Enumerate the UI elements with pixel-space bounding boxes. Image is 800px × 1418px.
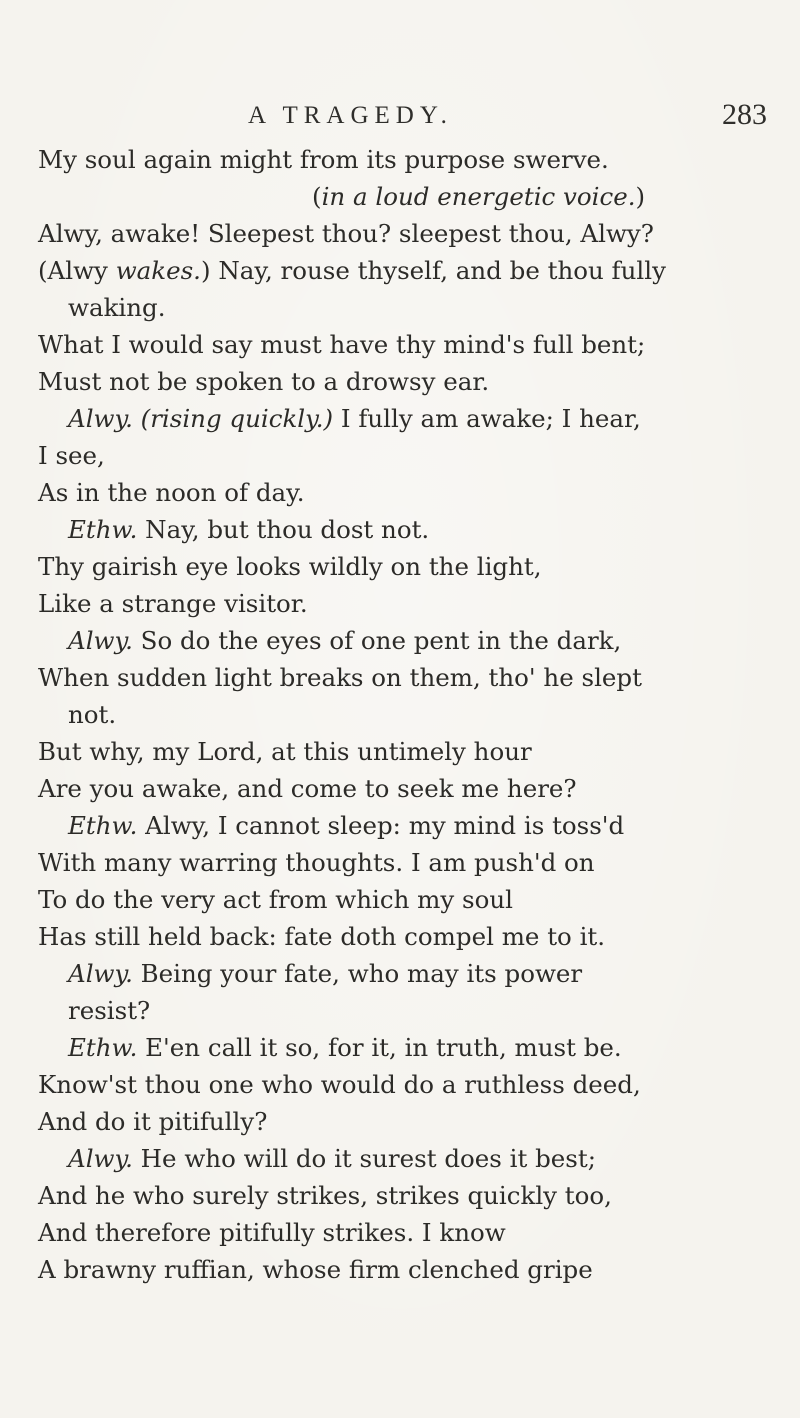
text-line <box>38 1070 641 1100</box>
text-segment: With many warring thoughts. I am push'd on <box>38 848 595 877</box>
text-segment: ( <box>312 182 322 211</box>
text-segment: My soul again might from its purpose swerve. <box>38 145 609 174</box>
italic-segment: in a loud energetic voice. <box>321 182 636 211</box>
text-line <box>38 367 489 397</box>
text-segment: And do it pitifully? <box>38 1107 268 1136</box>
text-line <box>38 1181 612 1211</box>
text-line <box>38 663 642 693</box>
text-segment: He who will do it surest does it best; <box>132 1144 596 1173</box>
text-segment: ) <box>635 182 646 211</box>
text-segment: not. <box>68 700 117 729</box>
text-line <box>38 441 105 471</box>
text-segment: When sudden light breaks on them, tho' he slept <box>38 663 642 692</box>
italic-segment: Ethw. <box>68 1033 138 1062</box>
text-line <box>68 1033 622 1063</box>
text-segment: Know'st thou one who would do a ruthless deed, <box>38 1070 641 1099</box>
text-line <box>38 256 666 286</box>
running-head: A TRAGEDY. <box>248 102 453 129</box>
text-segment: Being your fate, who may its power <box>132 959 583 988</box>
text-line <box>38 1255 593 1285</box>
text-line <box>38 885 513 915</box>
text-line <box>38 1107 267 1137</box>
text-line <box>68 404 641 434</box>
text-segment: Are you awake, and come to seek me here? <box>38 774 577 803</box>
text-segment: I see, <box>38 441 105 470</box>
page-number: 283 <box>722 98 767 131</box>
text-segment: To do the very act from which my soul <box>38 885 513 914</box>
text-segment: ) Nay, rouse thyself, and be thou fully <box>200 256 666 285</box>
text-line <box>38 219 654 249</box>
text-line <box>68 626 621 656</box>
text-line <box>38 737 532 767</box>
text-segment: Must not be spoken to a drowsy ear. <box>38 367 490 396</box>
text-segment: A brawny ruffian, whose firm clenched gripe <box>38 1255 593 1284</box>
text-segment: Like a strange visitor. <box>38 589 308 618</box>
text-segment: Alwy, I cannot sleep: my mind is toss'd <box>137 811 625 840</box>
italic-segment: Alwy. <box>68 1144 133 1173</box>
text-segment: And he who surely strikes, strikes quickly too, <box>38 1181 612 1210</box>
italic-segment: wakes. <box>115 256 201 285</box>
text-line <box>68 811 624 841</box>
text-segment: And therefore pitifully strikes. I know <box>38 1218 506 1247</box>
italic-segment: Alwy. <box>68 626 133 655</box>
text-line <box>68 959 582 989</box>
italic-segment: Ethw. <box>68 515 138 544</box>
text-segment: Nay, but thou dost not. <box>137 515 430 544</box>
text-segment: (Alwy <box>38 256 116 285</box>
text-segment: I fully am awake; I hear, <box>333 404 641 433</box>
text-segment: So do the eyes of one pent in the dark, <box>132 626 622 655</box>
text-segment: Alwy, awake! Sleepest thou? sleepest thou, Alwy? <box>38 219 654 248</box>
text-segment: But why, my Lord, at this untimely hour <box>38 737 532 766</box>
text-line <box>38 552 542 582</box>
text-segment: What I would say must have thy mind's full bent; <box>38 330 646 359</box>
text-segment: Has still held back: fate doth compel me to it. <box>38 922 606 951</box>
text-line <box>38 478 305 508</box>
text-line <box>312 182 645 212</box>
text-line <box>68 996 150 1026</box>
text-segment: Thy gairish eye looks wildly on the light, <box>38 552 542 581</box>
text-line <box>38 330 645 360</box>
text-line <box>38 848 595 878</box>
text-segment: As in the noon of day. <box>38 478 305 507</box>
text-line <box>68 293 166 323</box>
italic-segment: Alwy. <box>68 959 133 988</box>
text-line <box>38 145 609 175</box>
text-segment: E'en call it so, for it, in truth, must be. <box>137 1033 622 1062</box>
text-line <box>68 515 429 545</box>
text-line <box>68 1144 596 1174</box>
text-segment: resist? <box>68 996 151 1025</box>
text-line <box>68 700 116 730</box>
text-line <box>38 774 577 804</box>
text-line <box>38 1218 506 1248</box>
italic-segment: Ethw. <box>68 811 138 840</box>
text-line <box>38 589 308 619</box>
text-segment: waking. <box>68 293 166 322</box>
italic-segment: Alwy. (rising quickly.) <box>68 404 334 433</box>
text-line <box>38 922 605 952</box>
